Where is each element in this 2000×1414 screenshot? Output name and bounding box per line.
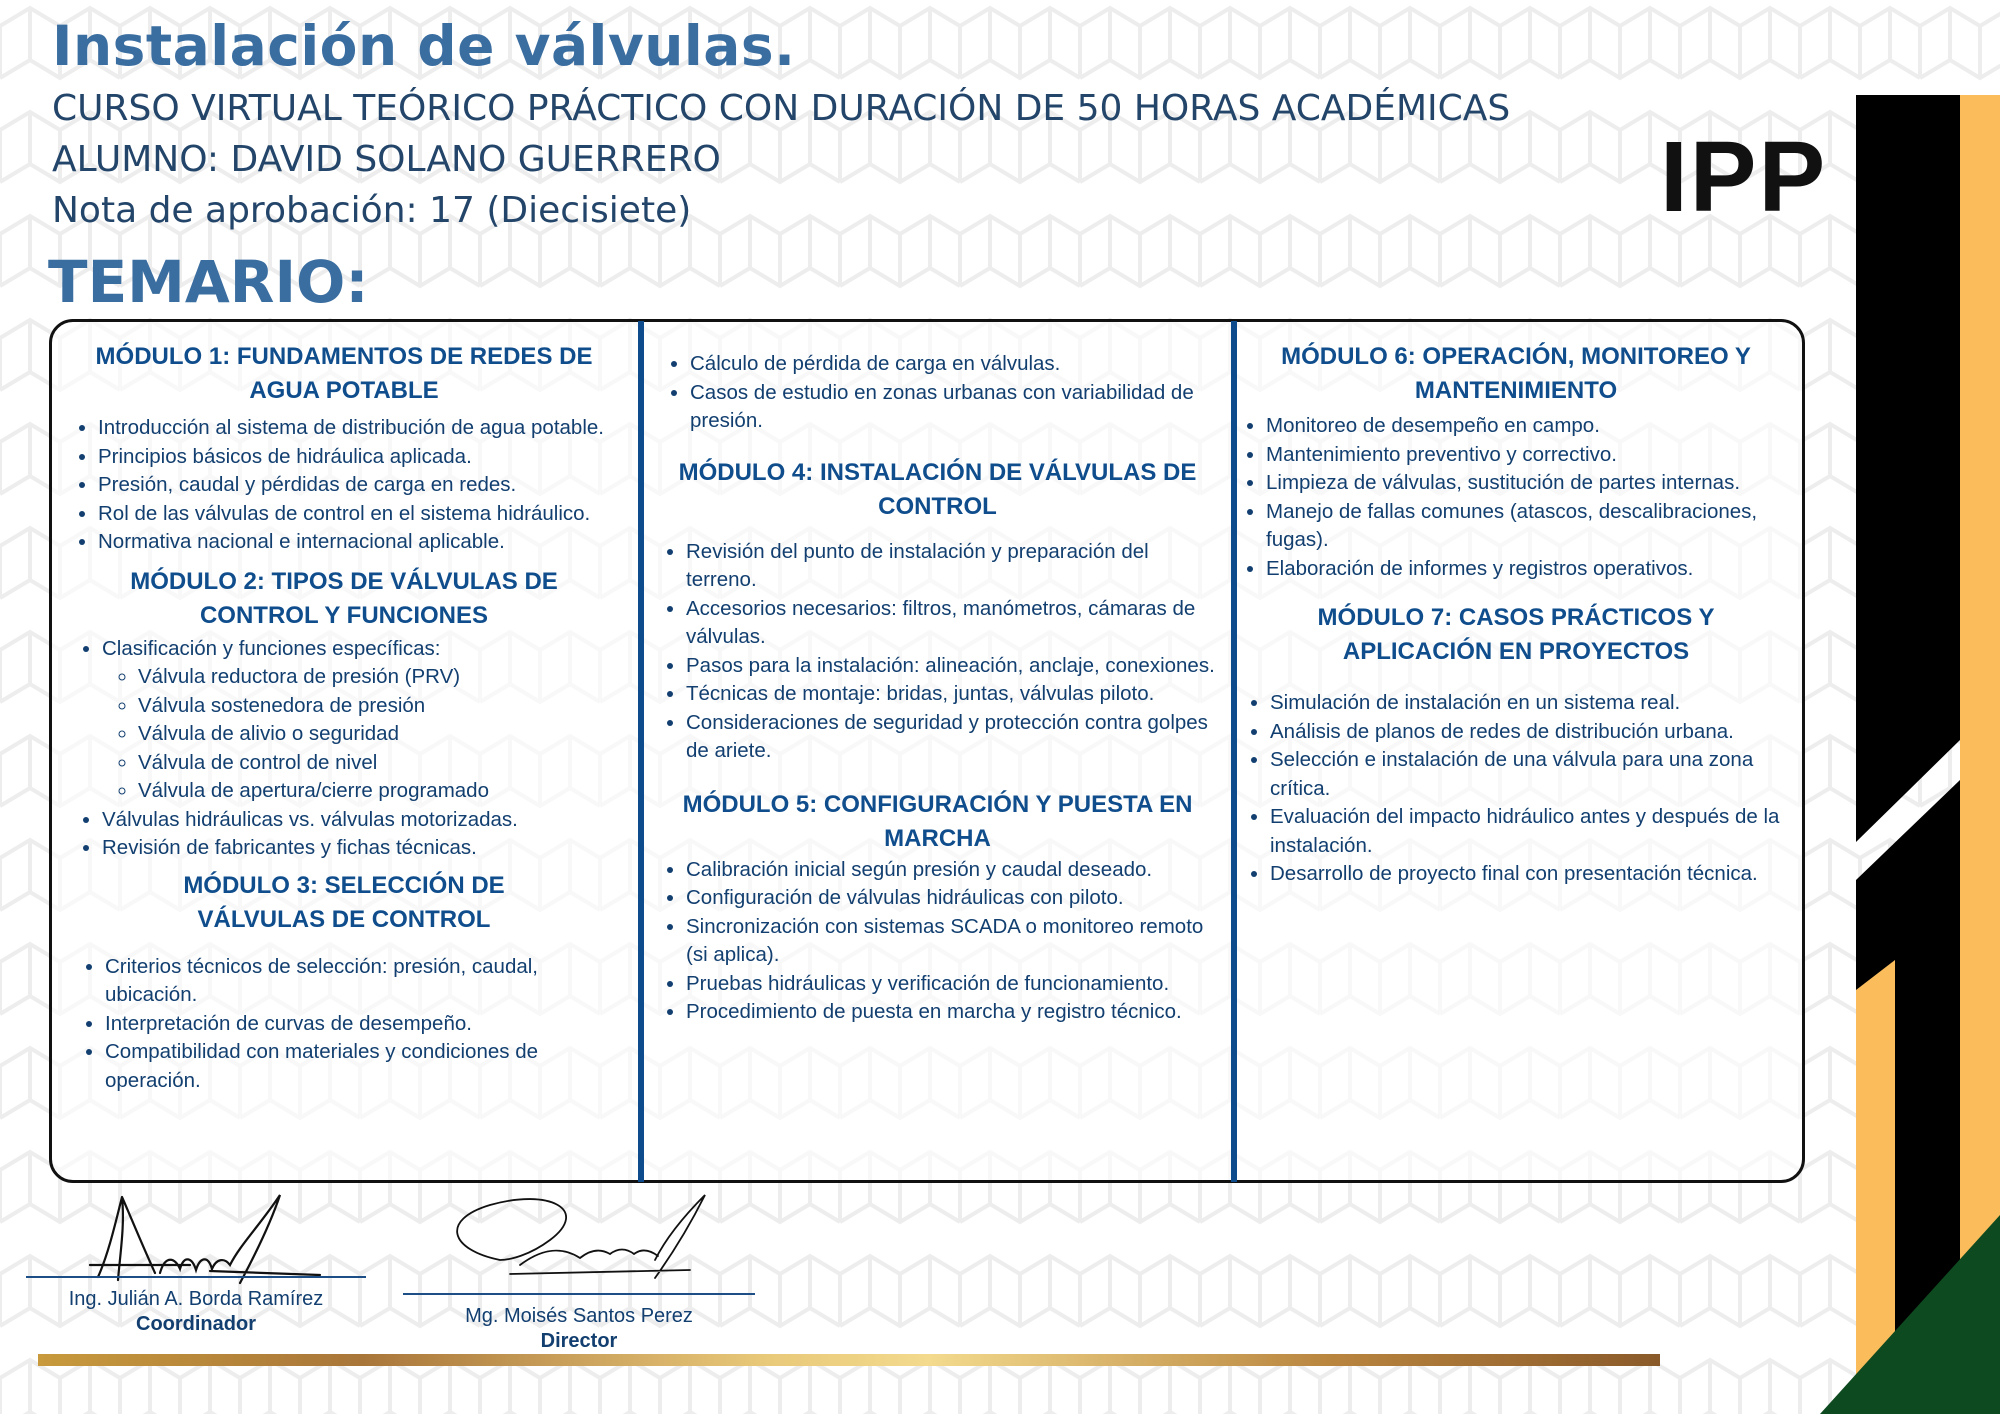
signature-line bbox=[403, 1293, 755, 1295]
list-item: • Casos de estudio en zonas urbanas con variabilidad de presión. bbox=[690, 379, 1225, 436]
list-item: • Pasos para la instalación: alineación, anclaje, conexiones. bbox=[686, 652, 1225, 681]
list-item: ◦ Válvula de apertura/cierre programado bbox=[138, 777, 624, 806]
list-item: • Simulación de instalación en un sistema real. bbox=[1270, 689, 1796, 718]
list-item: • Cálculo de pérdida de carga en válvulas. bbox=[690, 350, 1225, 379]
list-item: • Calibración inicial según presión y caudal deseado. bbox=[686, 856, 1225, 885]
director-role: Director bbox=[540, 1330, 618, 1352]
module-7-title: MÓDULO 7: CASOS PRÁCTICOS Y APLICACIÓN EN PROYECTOS bbox=[1317, 604, 1715, 665]
list-item: ◦ Válvula sostenedora de presión bbox=[138, 692, 624, 721]
module-4-list bbox=[650, 538, 1225, 766]
syllabus-column-1 bbox=[64, 340, 624, 1095]
module-6-title: MÓDULO 6: OPERACIÓN, MONITOREO Y MANTENIMIENTO bbox=[1281, 343, 1751, 404]
module-1-title: MÓDULO 1: FUNDAMENTOS DE REDES DE AGUA POTABLE bbox=[95, 343, 593, 404]
list-item: ◦ Válvula reductora de presión (PRV) bbox=[138, 663, 624, 692]
module-7-list bbox=[1236, 689, 1796, 889]
gold-footer-bar bbox=[38, 1354, 1660, 1366]
student-name: ALUMNO: DAVID SOLANO GUERRERO bbox=[52, 139, 721, 180]
decorative-side-band bbox=[1800, 0, 2000, 1414]
list-item: • Criterios técnicos de selección: presión, caudal, ubicación. bbox=[105, 953, 624, 1010]
module-3-title: MÓDULO 3: SELECCIÓN DE VÁLVULAS DE CONTROL bbox=[183, 871, 505, 933]
module-3-continued-list bbox=[650, 350, 1225, 436]
module-2-list bbox=[64, 635, 624, 863]
list-item: • Compatibilidad con materiales y condiciones de operación. bbox=[105, 1038, 624, 1095]
module-6-list bbox=[1236, 412, 1796, 583]
coordinator-name: Ing. Julián A. Borda Ramírez bbox=[68, 1288, 324, 1310]
list-item: • Selección e instalación de una válvula para una zona crítica. bbox=[1270, 746, 1796, 803]
coordinator-role: Coordinador bbox=[136, 1313, 256, 1335]
list-item: • Elaboración de informes y registros operativos. bbox=[1266, 555, 1796, 584]
module-3-list bbox=[64, 953, 624, 1096]
director-signature-block bbox=[403, 1260, 755, 1353]
list-item: • Limpieza de válvulas, sustitución de partes internas. bbox=[1266, 469, 1796, 498]
list-item: • Sincronización con sistemas SCADA o monitoreo remoto (si aplica). bbox=[686, 913, 1225, 970]
list-item: • Manejo de fallas comunes (atascos, descalibraciones, fugas). bbox=[1266, 498, 1796, 555]
module-4-title: MÓDULO 4: INSTALACIÓN DE VÁLVULAS DE CONTROL bbox=[678, 458, 1197, 520]
ipp-logo: IPP bbox=[1660, 121, 1828, 233]
list-item: ◦ Válvula de alivio o seguridad bbox=[138, 720, 624, 749]
syllabus-column-3 bbox=[1236, 340, 1796, 889]
module-1-list bbox=[64, 414, 624, 557]
module-2-title: MÓDULO 2: TIPOS DE VÁLVULAS DE CONTROL Y FUNCIONES bbox=[130, 567, 558, 629]
list-item: • Principios básicos de hidráulica aplicada. bbox=[98, 443, 624, 472]
list-item: • Normativa nacional e internacional aplicable. bbox=[98, 528, 624, 557]
list-item: • Válvulas hidráulicas vs. válvulas motorizadas. bbox=[102, 806, 624, 835]
list-item: • Accesorios necesarios: filtros, manómetros, cámaras de válvulas. bbox=[686, 595, 1225, 652]
syllabus-column-2 bbox=[650, 350, 1225, 1027]
list-item: • Revisión del punto de instalación y preparación del terreno. bbox=[686, 538, 1225, 595]
list-item: • Técnicas de montaje: bridas, juntas, válvulas piloto. bbox=[686, 680, 1225, 709]
list-item: • Procedimiento de puesta en marcha y registro técnico. bbox=[686, 998, 1225, 1027]
signature-line bbox=[26, 1276, 366, 1278]
list-item: • Revisión de fabricantes y fichas técnicas. bbox=[102, 834, 624, 863]
list-item bbox=[102, 635, 624, 806]
course-subtitle: CURSO VIRTUAL TEÓRICO PRÁCTICO CON DURACIÓN DE 50 HORAS ACADÉMICAS bbox=[52, 88, 1511, 129]
list-item: ◦ Válvula de control de nivel bbox=[138, 749, 624, 778]
list-item: • Configuración de válvulas hidráulicas con piloto. bbox=[686, 884, 1225, 913]
list-item: • Presión, caudal y pérdidas de carga en redes. bbox=[98, 471, 624, 500]
list-item: • Rol de las válvulas de control en el sistema hidráulico. bbox=[98, 500, 624, 529]
coordinator-signature-block bbox=[26, 1276, 366, 1336]
module-5-title: MÓDULO 5: CONFIGURACIÓN Y PUESTA EN MARCHA bbox=[682, 790, 1193, 852]
list-item: • Desarrollo de proyecto final con presentación técnica. bbox=[1270, 860, 1796, 889]
list-item: • Análisis de planos de redes de distribución urbana. bbox=[1270, 718, 1796, 747]
list-item: • Introducción al sistema de distribución de agua potable. bbox=[98, 414, 624, 443]
module-5-list bbox=[650, 856, 1225, 1027]
list-item: • Mantenimiento preventivo y correctivo. bbox=[1266, 441, 1796, 470]
director-name: Mg. Moisés Santos Perez bbox=[465, 1305, 693, 1327]
certificate-title: Instalación de válvulas. bbox=[52, 14, 796, 78]
column-divider bbox=[638, 321, 644, 1182]
list-item: • Interpretación de curvas de desempeño. bbox=[105, 1010, 624, 1039]
list-item: • Consideraciones de seguridad y protección contra golpes de ariete. bbox=[686, 709, 1225, 766]
approval-grade: Nota de aprobación: 17 (Diecisiete) bbox=[52, 190, 692, 231]
list-item: • Monitoreo de desempeño en campo. bbox=[1266, 412, 1796, 441]
list-item: • Pruebas hidráulicas y verificación de funcionamiento. bbox=[686, 970, 1225, 999]
valve-types-list bbox=[102, 663, 624, 806]
list-item-text: Clasificación y funciones específicas: bbox=[102, 636, 441, 660]
list-item: • Evaluación del impacto hidráulico antes y después de la instalación. bbox=[1270, 803, 1796, 860]
syllabus-heading: TEMARIO: bbox=[48, 248, 369, 316]
